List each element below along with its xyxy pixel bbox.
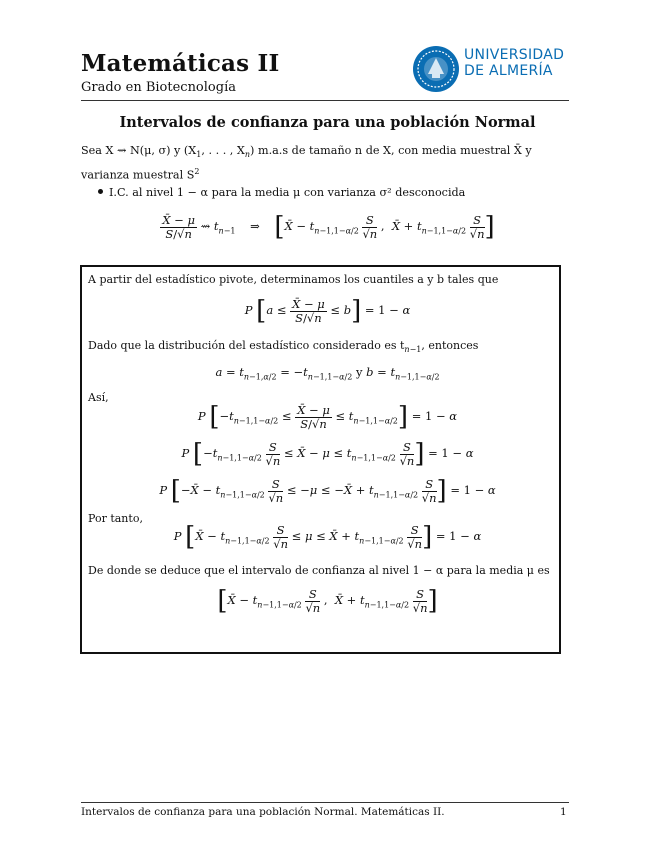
logo-line-2: DE ALMERÍA [464, 63, 553, 79]
intro-text-a: Sea X ⇝ N(μ, σ) y (X [81, 144, 197, 157]
box-paragraph-3: Así, [88, 391, 109, 404]
intro-text-b: , . . . , X [201, 144, 245, 157]
formula-a-b: $a = t_{n-1,\alpha/2} = -t_{n-1,1-\alpha/2}$ y $b = t_{n-1,1-\alpha/2}$ [215, 365, 440, 382]
university-seal-icon [412, 44, 460, 94]
bullet-dot [98, 189, 103, 194]
box-paragraph-2-text: Dado que la distribución del estadístico considerado es t [88, 339, 405, 352]
formula-step-1: P [$-t_{n-1,1-\alpha/2}$ ≤ $\frac{X̄ - \mu}{S/√n}$ ≤ $t_{n-1,1-\alpha/2}] = 1 - \alpha$ [197, 402, 458, 432]
header-divider [81, 100, 569, 101]
intro-paragraph: Sea X ⇝ N(μ, σ) y ($X_1$, . . . , $X_n$) m.a.s de tamaño n de X, con media muestral X̄ y varianza muestral $S^2$ [81, 144, 532, 182]
box-paragraph-1: A partir del estadístico pivote, determinamos los cuantiles a y b tales que [88, 273, 499, 286]
box-paragraph-2-end: , entonces [421, 339, 479, 352]
formula-step-2: P [$-t_{n-1,1-\alpha/2}$ $\frac{S}{√n}$ ≤ X̄ − $\mu \le t_{n-1,1-\alpha/2}$ $\frac{S}{√n}$ ] = 1 − α [181, 439, 474, 469]
intro-text-c: ) m.a.s de tamaño n de X, con media muestral X̄ y varianza muestral S [81, 144, 532, 182]
bullet-text: I.C. al nivel 1 − α para la media μ con varianza σ² desconocida [109, 186, 466, 199]
course-title: Matemáticas II [81, 50, 280, 77]
formula-step-3: P [−X̄ − $t_{n-1,1-\alpha/2}$ $\frac{S}{√n}$ ≤ −μ ≤ −X̄ + $t_{n-1,1-\alpha/2}$ $\frac{S}{√n}$ ] = 1 − α [159, 476, 496, 506]
university-logo [412, 42, 567, 96]
box-paragraph-4: Por tanto, [88, 512, 143, 525]
box-paragraph-2: Dado que la distribución del estadístico considerado es $t_{n-1}$, entonces [88, 339, 479, 355]
bullet-item [98, 186, 465, 199]
formula-final-interval: [X̄ − $t_{n-1,1-\alpha/2}$ $\frac{S}{√n}$ , X̄ + $t_{n-1,1-\alpha/2}$ $\frac{S}{√n}$ ] [217, 586, 438, 616]
box-paragraph-5: De donde se deduce que el intervalo de confianza al nivel 1 − α para la media μ es [88, 564, 550, 577]
course-subtitle: Grado en Biotecnología [81, 80, 236, 95]
formula-step-4: P [X̄ − $t_{n-1,1-\alpha/2}$ $\frac{S}{√n}$ ≤ μ ≤ X̄ + $t_{n-1,1-\alpha/2}$ $\frac{S}{√n}$ ] = 1 − α [173, 522, 482, 552]
formula-pivot-interval: $\frac{X̄ - \mu}{S/√n}$ ⇝ $t_{n-1}$ ⇒ [X̄ − $t_{n-1,1-\alpha/2}$ $\frac{S}{√n}$ , X̄ + $t_{n-1,1-\alpha/2}$ $\frac{S}{√n}$ ] [162, 212, 495, 242]
footer-divider [81, 802, 569, 803]
formula-quantiles: P [a ≤ $\frac{X̄ - \mu}{S/√n}$ ≤ b] = 1 − α [244, 296, 411, 326]
logo-wordmark [464, 47, 564, 79]
page-number: 1 [560, 806, 567, 818]
document-title: Intervalos de confianza para una población Normal [119, 114, 536, 131]
footer-text: Intervalos de confianza para una población Normal. Matemáticas II. [81, 806, 445, 818]
logo-line-1: UNIVERSIDAD [464, 47, 565, 63]
